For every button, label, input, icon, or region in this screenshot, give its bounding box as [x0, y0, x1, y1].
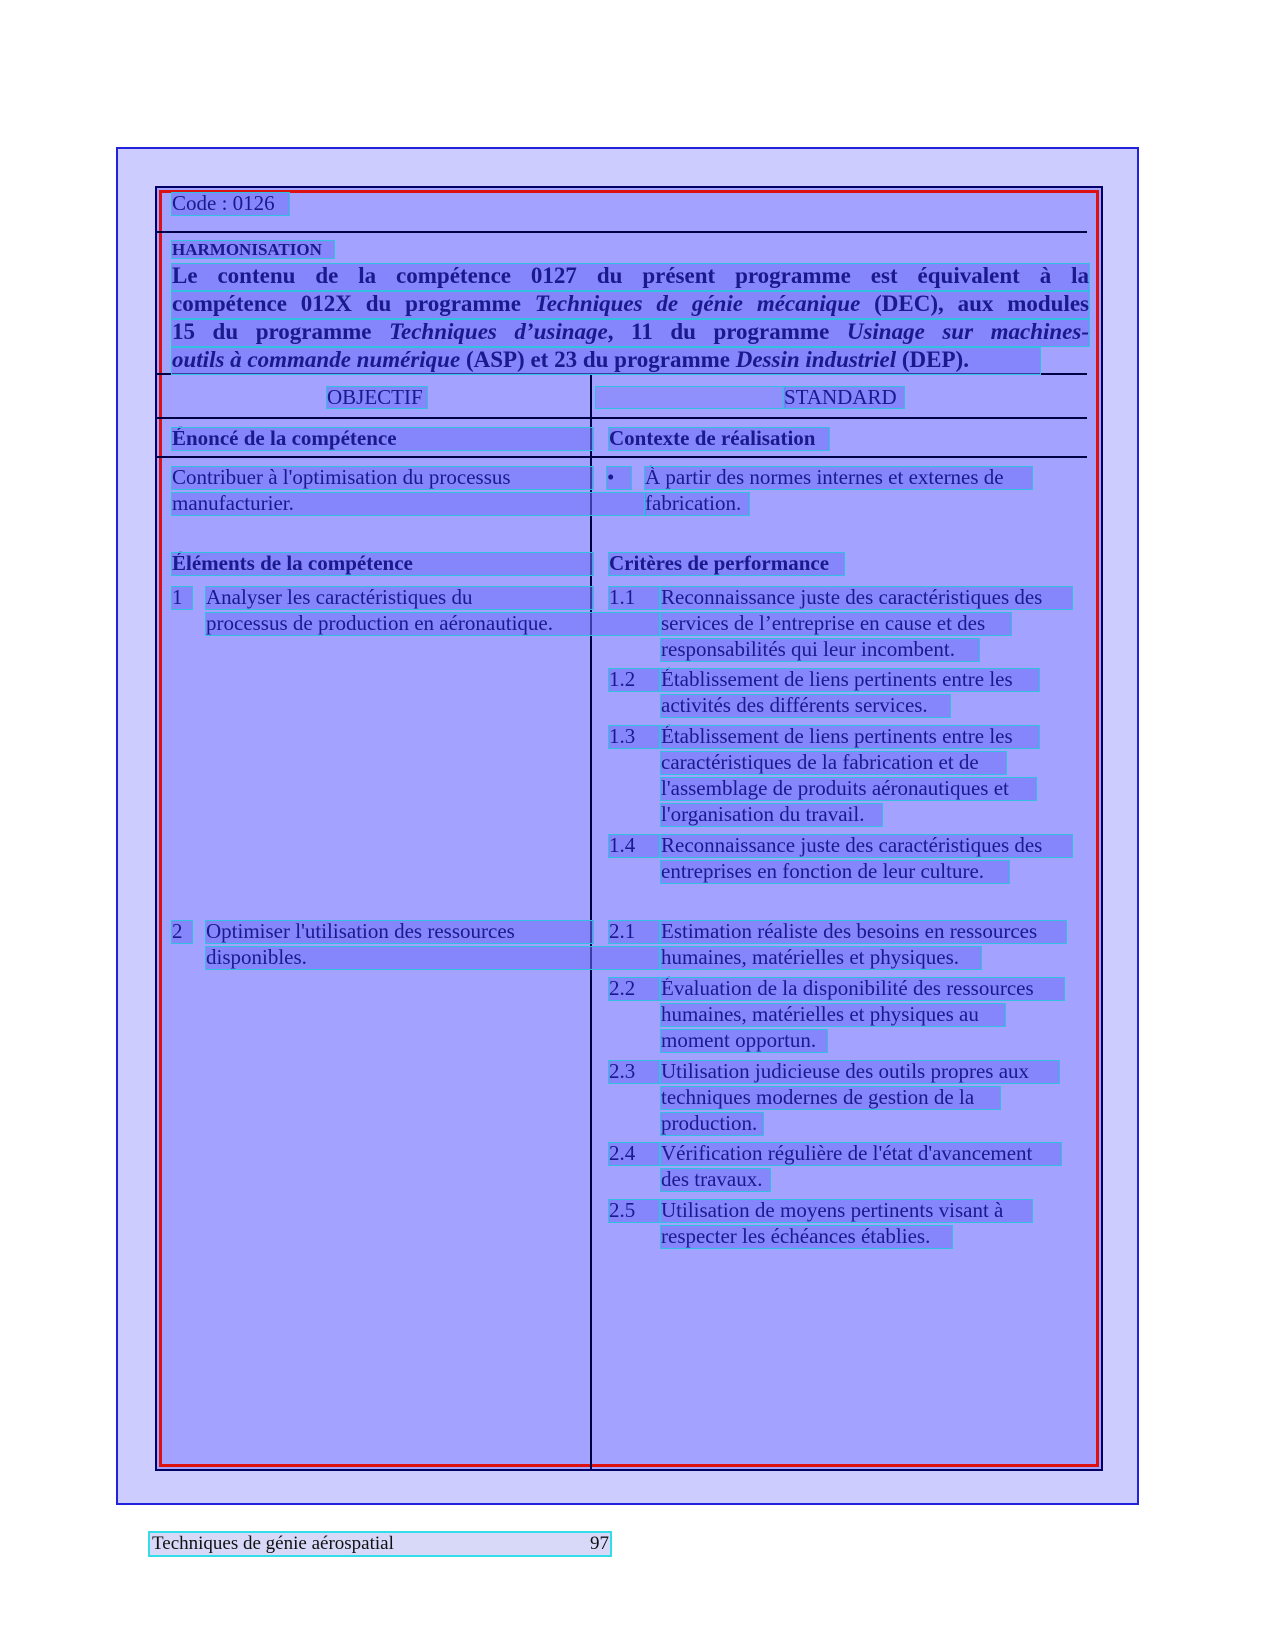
critere-line: humaines, matérielles et physiques au	[661, 1004, 1005, 1026]
critere-line: respecter les échéances établies.	[661, 1226, 952, 1248]
criteres-title: Critères de performance	[609, 553, 844, 575]
critere-line: caractéristiques de la fabrication et de	[661, 752, 1006, 774]
harmonisation-line-1: Le contenu de la compétence 0127 du présent programme est équivalent à la	[172, 263, 1089, 288]
objectif-header: OBJECTIF	[327, 387, 427, 408]
critere-number: 2.4	[609, 1143, 659, 1165]
rule-after-titles	[157, 456, 1087, 458]
critere-number: 2.1	[609, 921, 659, 943]
critere-line: techniques modernes de gestion de la	[661, 1087, 1000, 1109]
critere-line: Évaluation de la disponibilité des ressources	[661, 978, 1064, 1000]
critere-number: 1.2	[609, 669, 659, 691]
harmonisation-line-3: 15 du programme Techniques d’usinage, 11 du programme Usinage sur machines-	[172, 319, 1089, 344]
critere-line: l'assemblage de produits aéronautiques et	[661, 778, 1036, 800]
critere-line: Reconnaissance juste des caractéristiques des	[661, 587, 1072, 609]
critere-number: 1.3	[609, 726, 659, 748]
critere-number: 2.3	[609, 1061, 659, 1083]
critere-line: entreprises en fonction de leur culture.	[661, 861, 1009, 883]
harmonisation-title: HARMONISATION	[172, 241, 334, 258]
contexte-bullet: •	[607, 467, 631, 489]
critere-line: Estimation réaliste des besoins en ressources	[661, 921, 1066, 943]
critere-line: responsabilités qui leur incombent.	[661, 639, 979, 661]
critere-number: 2.5	[609, 1200, 659, 1222]
critere-number: 2.2	[609, 978, 659, 1000]
critere-line: des travaux.	[661, 1169, 770, 1191]
critere-line: Utilisation judicieuse des outils propres aux	[661, 1061, 1059, 1083]
element-line: disponibles.	[206, 947, 659, 969]
element-number: 1	[172, 587, 192, 609]
critere-line: production.	[661, 1113, 763, 1135]
elements-title: Éléments de la compétence	[172, 553, 593, 575]
footer-page-number: 97	[590, 1533, 609, 1554]
table-red-border	[159, 190, 1099, 1467]
rule-after-code	[157, 231, 1087, 233]
enonce-line-2: manufacturier.	[172, 493, 645, 515]
critere-line: Utilisation de moyens pertinents visant à	[661, 1200, 1032, 1222]
element-line: Optimiser l'utilisation des ressources	[206, 921, 593, 943]
critere-line: l'organisation du travail.	[661, 804, 882, 826]
contexte-line-1: À partir des normes internes et externes de	[645, 467, 1032, 489]
critere-number: 1.4	[609, 835, 659, 857]
standard-header: STANDARD	[784, 387, 904, 408]
code-label: Code : 0126	[172, 193, 289, 215]
element-line: processus de production en aéronautique.	[206, 613, 659, 635]
footer-program-name: Techniques de génie aérospatial	[152, 1533, 394, 1554]
enonce-title: Énoncé de la compétence	[172, 428, 593, 450]
page-footer	[150, 1533, 610, 1555]
harmonisation-line-4: outils à commande numérique (ASP) et 23 du programme Dessin industriel (DEP).	[172, 348, 1040, 374]
standard-header-spacer	[596, 387, 785, 408]
critere-line: activités des différents services.	[661, 695, 950, 717]
critere-line: Vérification régulière de l'état d'avancement	[661, 1143, 1061, 1165]
harmonisation-line-2: compétence 012X du programme Techniques de génie mécanique (DEC), aux modules	[172, 291, 1089, 316]
contexte-line-2: fabrication.	[645, 493, 749, 515]
critere-number: 1.1	[609, 587, 659, 609]
enonce-line-1: Contribuer à l'optimisation du processus	[172, 467, 593, 489]
critere-line: Reconnaissance juste des caractéristiques des	[661, 835, 1072, 857]
rule-after-headers	[157, 417, 1087, 419]
element-number: 2	[172, 921, 192, 943]
element-line: Analyser les caractéristiques du	[206, 587, 593, 609]
critere-line: Établissement de liens pertinents entre les	[661, 669, 1039, 691]
critere-line: Établissement de liens pertinents entre les	[661, 726, 1039, 748]
critere-line: moment opportun.	[661, 1030, 827, 1052]
critere-line: humaines, matérielles et physiques.	[661, 947, 981, 969]
critere-line: services de l’entreprise en cause et des	[661, 613, 1011, 635]
contexte-title: Contexte de réalisation	[609, 428, 829, 450]
